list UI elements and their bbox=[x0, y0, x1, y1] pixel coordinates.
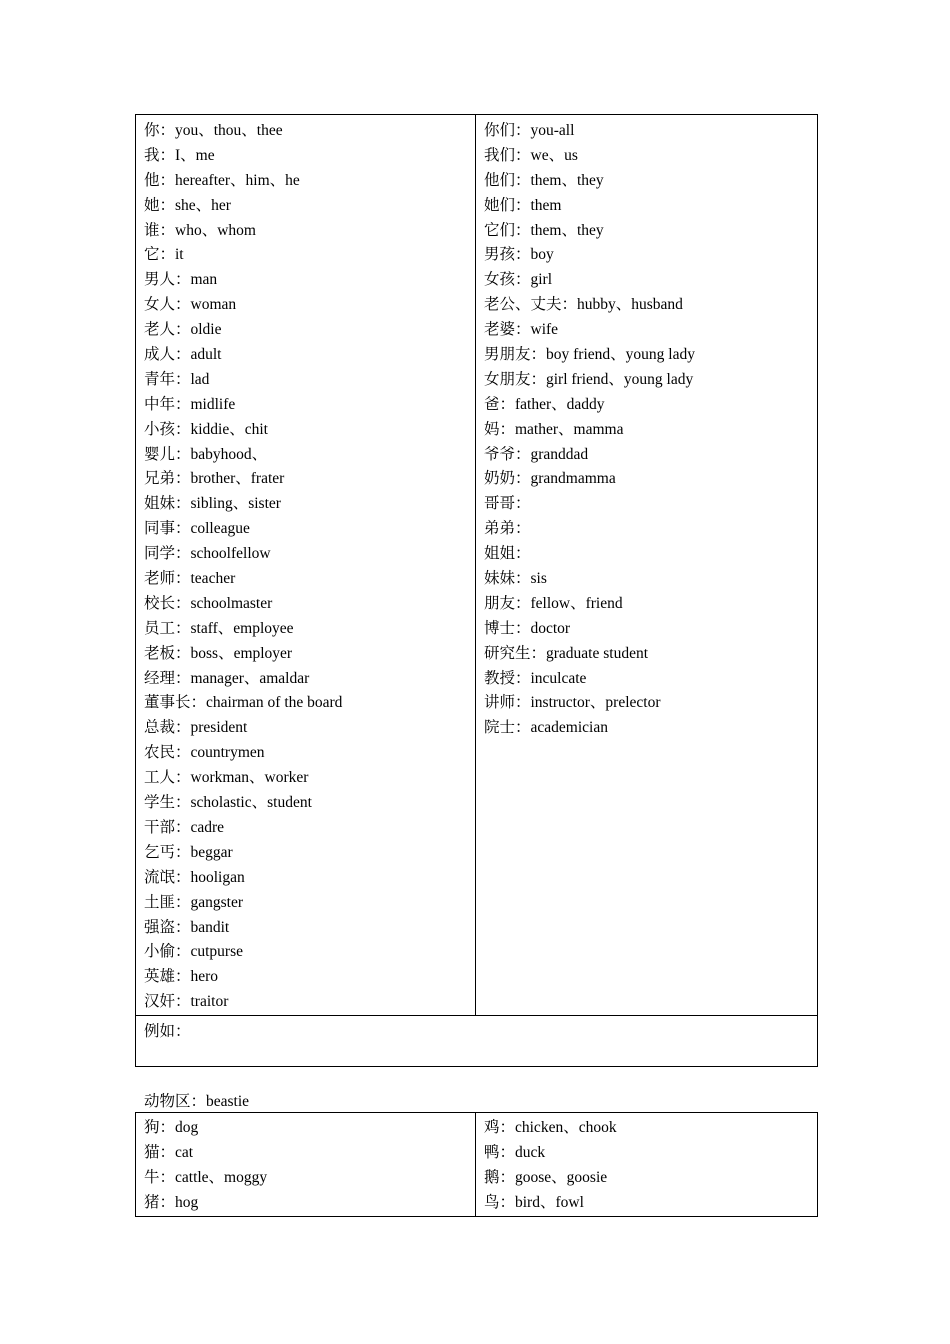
people-vocabulary-table bbox=[135, 114, 818, 1067]
vocab-entry: 她：she、her bbox=[144, 196, 231, 214]
animal-section-heading: 动物区：beastie bbox=[144, 1093, 250, 1110]
vocab-entry: 弟弟： bbox=[484, 520, 531, 538]
left-column bbox=[136, 115, 476, 1016]
vocab-entry: 妈：mather、mamma bbox=[484, 420, 624, 438]
vocab-entry: 成人：adult bbox=[144, 346, 222, 364]
vocab-entry: 老师：teacher bbox=[144, 570, 236, 588]
vocab-entry: 中年：midlife bbox=[144, 395, 236, 413]
vocab-entry: 英雄：hero bbox=[144, 968, 219, 986]
vocab-entry: 员工：staff、employee bbox=[144, 619, 294, 637]
vocab-entry: 婴儿：babyhood、 bbox=[144, 445, 268, 463]
vocab-entry: 男孩：boy bbox=[484, 246, 554, 264]
vocab-entry: 鸡：chicken、chook bbox=[484, 1119, 617, 1136]
vocab-entry: 男人：man bbox=[144, 271, 218, 289]
vocab-entry: 女孩：girl bbox=[484, 271, 553, 289]
vocab-entry: 奶奶：grandmamma bbox=[484, 470, 616, 488]
vocab-entry: 同学：schoolfellow bbox=[144, 545, 271, 563]
vocab-entry: 女朋友：girl friend、young lady bbox=[484, 370, 694, 388]
vocab-entry: 小孩：kiddie、chit bbox=[144, 420, 268, 438]
vocab-entry: 我：I、me bbox=[144, 146, 215, 164]
vocab-entry: 爸：father、daddy bbox=[484, 395, 605, 413]
vocab-entry: 老人：oldie bbox=[144, 321, 222, 339]
vocab-entry: 土匪：gangster bbox=[144, 893, 244, 911]
vocab-entry: 猫：cat bbox=[144, 1143, 194, 1161]
vocab-entry: 小偷：cutpurse bbox=[144, 943, 244, 961]
vocab-entry: 爷爷：granddad bbox=[484, 445, 589, 463]
vocab-entry: 强盗：bandit bbox=[144, 918, 230, 936]
vocab-entry: 鸭：duck bbox=[484, 1143, 546, 1161]
vocab-entry: 院士：academician bbox=[484, 719, 608, 737]
vocab-entry: 学生：scholastic、student bbox=[144, 794, 312, 812]
vocab-entry: 妹妹：sis bbox=[484, 570, 547, 588]
vocab-entry: 兄弟：brother、frater bbox=[144, 470, 285, 488]
vocab-entry: 她们：them bbox=[484, 196, 562, 214]
vocab-entry: 你们：you-all bbox=[484, 122, 575, 139]
vocab-entry: 牛：cattle、moggy bbox=[144, 1168, 268, 1186]
vocab-entry: 青年：lad bbox=[144, 370, 210, 388]
vocab-entry: 姐姐： bbox=[484, 545, 531, 563]
vocabulary-row bbox=[136, 1113, 818, 1217]
vocab-entry: 它：it bbox=[144, 246, 184, 264]
vocab-entry: 经理：manager、amaldar bbox=[144, 669, 310, 687]
vocab-entry: 狗：dog bbox=[144, 1119, 199, 1136]
left-column bbox=[136, 1113, 476, 1217]
vocab-entry: 同事：colleague bbox=[144, 520, 250, 538]
vocab-entry: 老婆：wife bbox=[484, 321, 559, 339]
vocab-entry: 我们：we、us bbox=[484, 146, 578, 164]
vocab-entry: 流氓：hooligan bbox=[144, 868, 245, 886]
example-cell bbox=[136, 1016, 818, 1067]
vocab-entry: 乞丐：beggar bbox=[144, 843, 233, 861]
vocab-entry: 老公、丈夫：hubby、husband bbox=[484, 296, 683, 314]
vocab-entry: 老板：boss、employer bbox=[144, 644, 293, 662]
vocab-entry: 干部：cadre bbox=[144, 818, 225, 836]
animal-vocabulary-table bbox=[135, 1112, 818, 1217]
vocab-entry: 哥哥： bbox=[484, 495, 531, 513]
vocab-entry: 教授：inculcate bbox=[484, 669, 587, 687]
vocab-entry: 工人：workman、worker bbox=[144, 769, 309, 787]
right-column bbox=[476, 1113, 818, 1217]
vocab-entry: 姐妹：sibling、sister bbox=[144, 495, 281, 513]
vocabulary-row bbox=[136, 115, 818, 1016]
vocab-entry: 他：hereafter、him、he bbox=[144, 171, 300, 189]
vocab-entry: 鹅：goose、goosie bbox=[484, 1168, 608, 1186]
vocab-entry: 男朋友：boy friend、young lady bbox=[484, 346, 695, 364]
vocab-entry: 研究生：graduate student bbox=[484, 644, 649, 662]
example-row bbox=[136, 1016, 818, 1067]
right-column bbox=[476, 115, 818, 1016]
vocab-entry: 总裁：president bbox=[144, 719, 248, 737]
vocab-entry: 朋友：fellow、friend bbox=[484, 594, 623, 612]
vocab-entry: 他们：them、they bbox=[484, 171, 604, 189]
vocab-entry: 校长：schoolmaster bbox=[144, 594, 273, 612]
vocab-entry: 它们：them、they bbox=[484, 221, 604, 239]
vocab-entry: 鸟：bird、fowl bbox=[484, 1193, 584, 1211]
vocab-entry: 女人：woman bbox=[144, 296, 237, 314]
vocab-entry: 你：you、thou、thee bbox=[144, 122, 283, 139]
vocab-entry: 讲师：instructor、prelector bbox=[484, 694, 661, 712]
vocab-entry: 猪：hog bbox=[144, 1193, 199, 1211]
vocab-entry: 博士：doctor bbox=[484, 619, 571, 637]
vocab-entry: 董事长：chairman of the board bbox=[144, 694, 343, 712]
vocab-entry: 谁：who、whom bbox=[144, 221, 256, 239]
vocab-entry: 农民：countrymen bbox=[144, 744, 265, 762]
vocab-entry: 汉奸：traitor bbox=[144, 993, 229, 1011]
example-label: 例如： bbox=[144, 1023, 191, 1041]
